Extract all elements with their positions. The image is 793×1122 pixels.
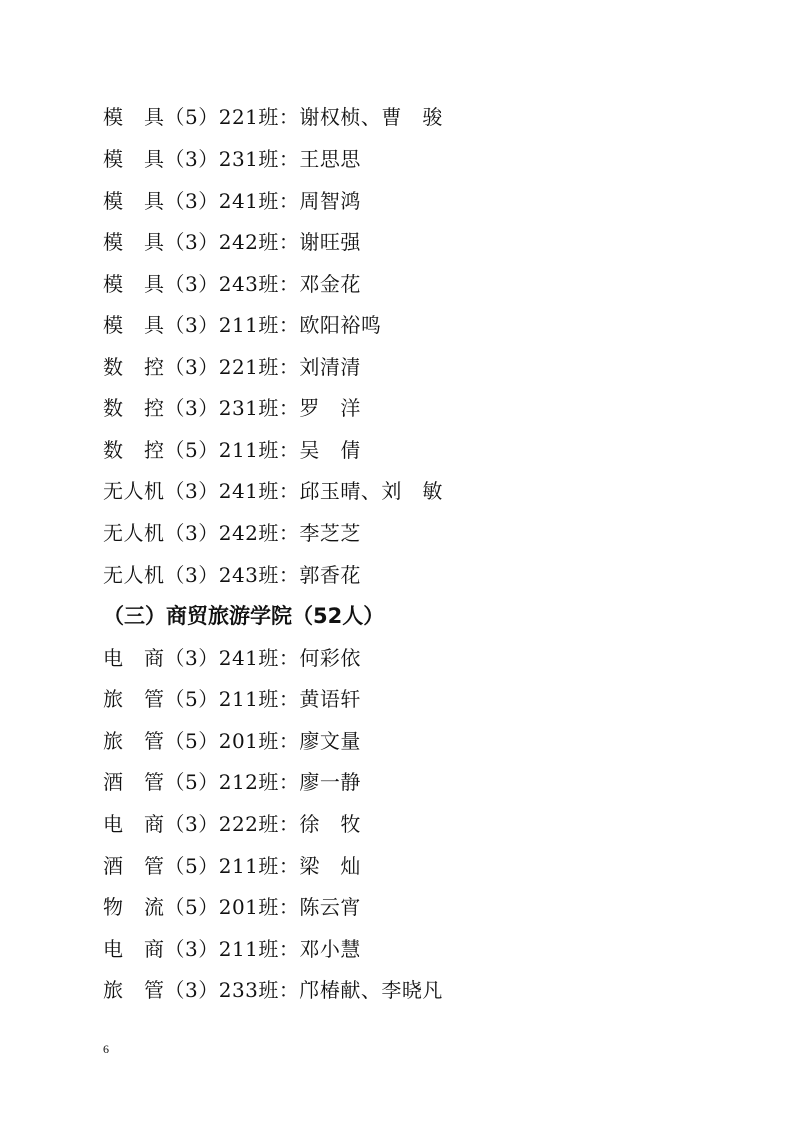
list-item: 酒 管（5）211班：梁 灿 (103, 854, 361, 878)
list-item: 模 具（3）241班：周智鸿 (103, 189, 361, 213)
list-item: 旅 管（5）211班：黄语轩 (103, 687, 361, 711)
list-item: 无人机（3）243班：郭香花 (103, 563, 361, 587)
list-item: 模 具（3）211班：欧阳裕鸣 (103, 313, 382, 337)
list-item: 模 具（3）242班：谢旺强 (103, 230, 361, 254)
list-item: 无人机（3）241班：邱玉晴、刘 敏 (103, 479, 443, 503)
section-heading: （三）商贸旅游学院（52人） (103, 604, 385, 628)
list-item: 酒 管（5）212班：廖一静 (103, 770, 361, 794)
list-item: 模 具（3）231班：王思思 (103, 147, 361, 171)
list-item: 电 商（3）241班：何彩依 (103, 646, 361, 670)
list-item: 旅 管（3）233班：邝椿献、李晓凡 (103, 978, 443, 1002)
page-number: 6 (103, 1042, 109, 1056)
list-item: 无人机（3）242班：李芝芝 (103, 521, 361, 545)
list-item: 电 商（3）211班：邓小慧 (103, 937, 361, 961)
list-item: 模 具（5）221班：谢权桢、曹 骏 (103, 105, 443, 129)
list-item: 数 控（3）221班：刘清清 (103, 355, 361, 379)
list-item: 模 具（3）243班：邓金花 (103, 272, 361, 296)
list-item: 电 商（3）222班：徐 牧 (103, 812, 361, 836)
list-item: 数 控（3）231班：罗 洋 (103, 396, 361, 420)
list-item: 数 控（5）211班：吴 倩 (103, 438, 361, 462)
list-item: 旅 管（5）201班：廖文量 (103, 729, 361, 753)
list-item: 物 流（5）201班：陈云宵 (103, 895, 361, 919)
